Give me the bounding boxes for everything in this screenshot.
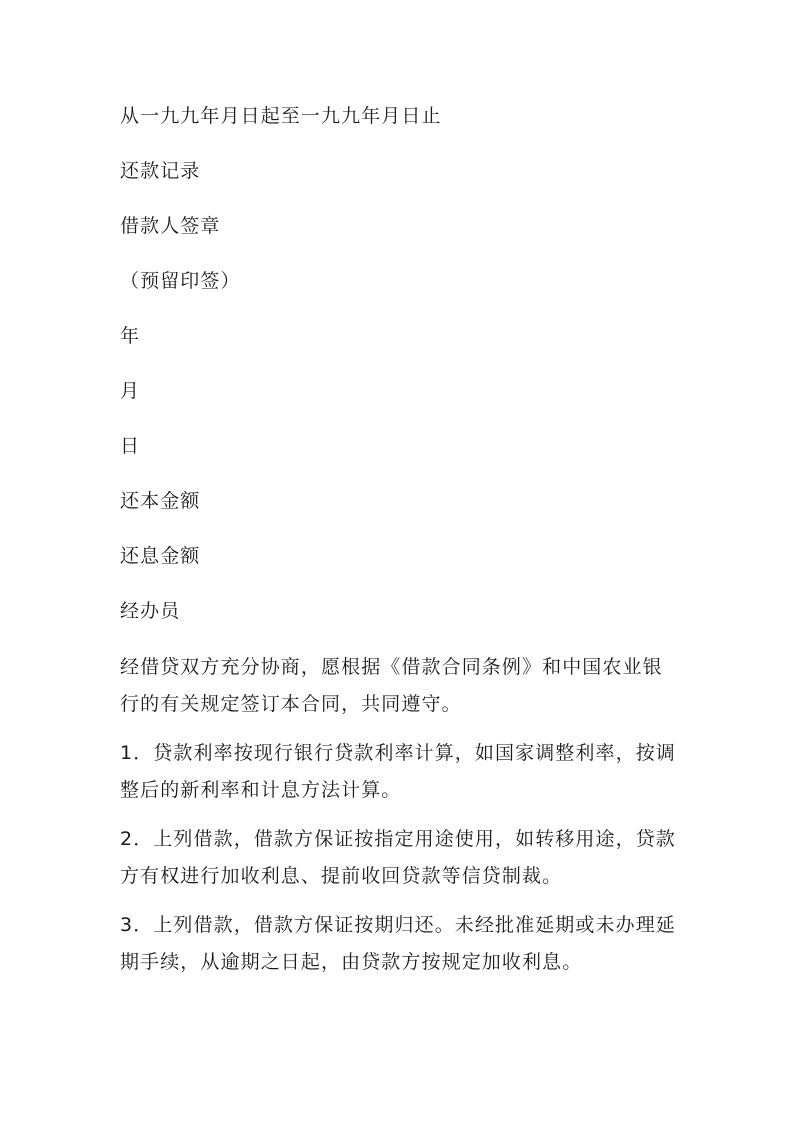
- year-label: 年: [120, 325, 141, 347]
- handler-label: 经办员: [120, 600, 181, 622]
- clause-1: [120, 735, 680, 809]
- clause-text: 贷款利率按现行银行贷款利率计算，如国家调整利率，按调整后的新利率和计息方法计算。: [120, 742, 676, 801]
- clause-2: [120, 821, 680, 895]
- document-body: [120, 99, 680, 993]
- clause-number: 3．: [120, 914, 154, 936]
- reserved-seal-label: （预留印签）: [120, 270, 241, 292]
- month-label: 月: [120, 380, 141, 402]
- principal-repaid-label: 还本金额: [120, 490, 201, 512]
- borrower-signature-label: 借款人签章: [120, 215, 221, 237]
- repayment-record-heading: 还款记录: [120, 160, 201, 182]
- clause-number: 1．: [120, 742, 154, 764]
- clause-text: 上列借款，借款方保证按期归还。未经批准延期或未办理延期手续，从逾期之日起，由贷款方按规定加收利息。: [120, 914, 676, 973]
- clause-number: 2．: [120, 828, 154, 850]
- date-range-line: 从一九九年月日起至一九九年月日止: [120, 105, 442, 127]
- clause-text: 上列借款，借款方保证按指定用途使用，如转移用途，贷款方有权进行加收利息、提前收回贷款等信贷制裁。: [120, 828, 676, 887]
- clause-3: [120, 907, 680, 981]
- interest-repaid-label: 还息金额: [120, 545, 201, 567]
- intro-paragraph: 经借贷双方充分协商，愿根据《借款合同条例》和中国农业银行的有关规定签订本合同，共同遵守。: [120, 656, 663, 715]
- day-label: 日: [120, 435, 141, 457]
